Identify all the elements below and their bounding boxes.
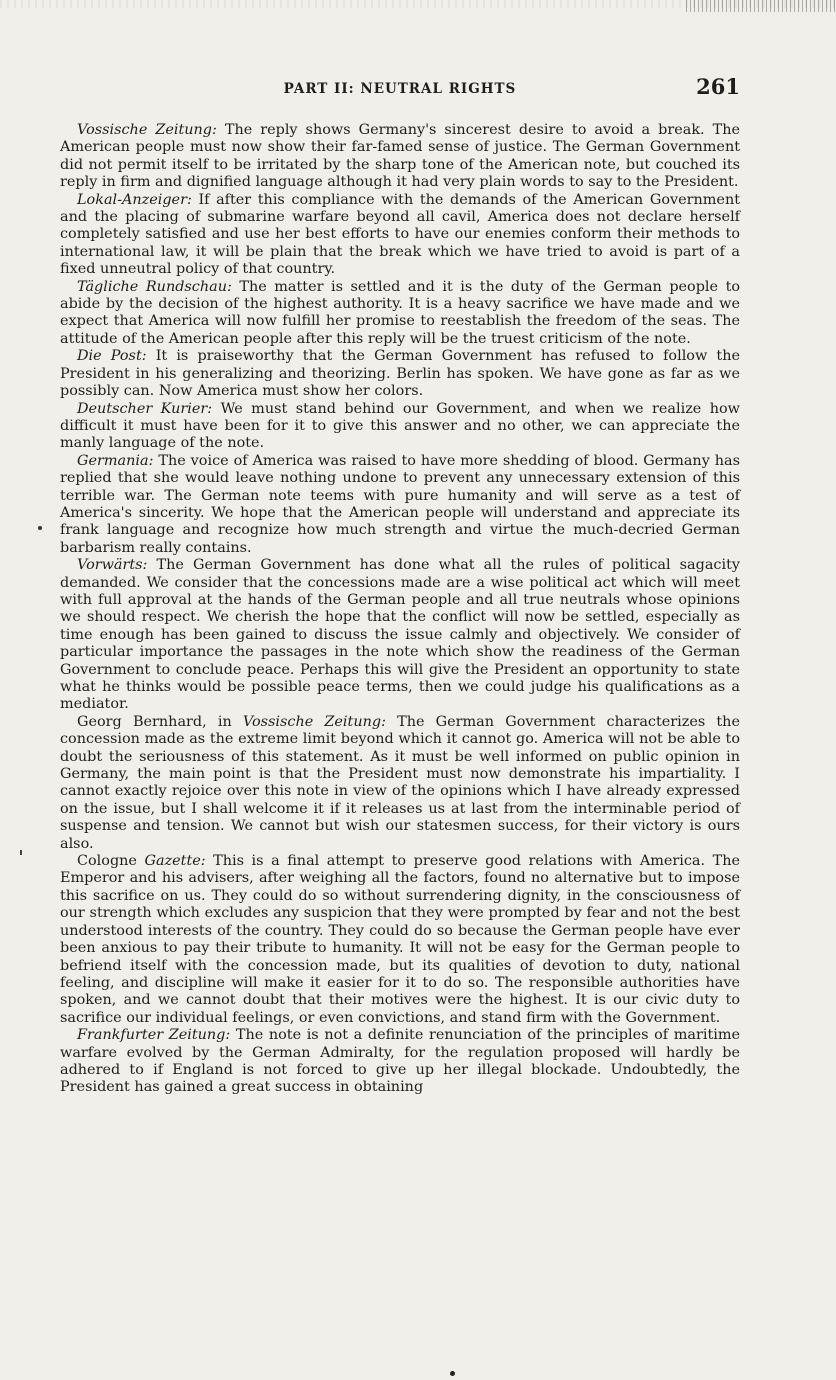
paragraph-lokal-anzeiger: [60, 192, 740, 279]
source-name: Tägliche Rundschau:: [77, 278, 232, 295]
margin-tick-mark: [20, 850, 22, 855]
paragraph-georg-bernhard: [60, 714, 740, 853]
source-name: Germania:: [77, 452, 154, 469]
quote-text: The reply shows Germany's sincerest desire to avoid a break. The American people must now show their far-famed sense of justice. The German Government did not permit itself to be irritated by the sharp tone of the American note, but couched its reply in firm and dignified language although it had very plain words to say to the President.: [60, 122, 740, 191]
paragraph-die-post: [60, 348, 740, 400]
page-number: 261: [696, 74, 740, 99]
source-name: Frankfurter Zeitung:: [77, 1027, 231, 1044]
quote-text: The matter is settled and it is the duty of the German people to abide by the decision of the highest authority. It is a heavy sacrifice we have made and we expect that America will now fulfill her promise to reestablish the freedom of the seas. The attitude of the American people after this reply will be the truest criticism of the note.: [60, 278, 741, 347]
running-header: [60, 74, 740, 104]
source-name: Lokal-Anzeiger:: [77, 191, 192, 208]
paragraph-vorwarts: [60, 557, 740, 714]
quote-text: The German Government has done what all the rules of political sagacity demanded. We consider that the concessions made are a wise political act which will meet with full approval at the hands of the German people and all true neutrals whose opinions we should respect. We cherish the hope that the conflict will now be settled, especially as time enough has been gained to discuss the issue calmly and objectively. We consider of particular importance the passages in the note which show the readiness of the German Government to conclude peace. Perhaps this will give the President an opportunity to state what he thinks would be possible peace terms, then we could judge his qualifications as a mediator.: [60, 557, 740, 713]
source-name: Vossische Zeitung:: [77, 122, 217, 138]
paragraph-cologne-gazette: [60, 853, 740, 1027]
margin-bullet-mark: [38, 526, 42, 530]
source-lead: Cologne: [77, 853, 137, 870]
source-name: Gazette:: [144, 853, 206, 870]
running-title: PART II: NEUTRAL RIGHTS: [283, 81, 517, 97]
paragraph-tagliche-rundschau: [60, 279, 740, 349]
paragraph-deutscher-kurier: [60, 401, 740, 453]
quote-text: It is praiseworthy that the German Government has refused to follow the President in his generalizing and theorizing. Berlin has spoken. We have gone as far as we possibly can. Now America must show her colors.: [60, 348, 740, 400]
scan-corner-noise: [686, 0, 836, 12]
quote-text: This is a final attempt to preserve good relations with America. The Emperor and his advisers, after weighing all the factors, found no alternative but to impose this sacrifice on us. They could do so without surrendering dignity, in the consciousness of our strength which excludes any suspicion that they were prompted by fear and not the best understood interests of the country. They could do so because the German people have ever been anxious to pay their tribute to humanity. It will not be easy for the German people to befriend itself with the concession made, but its qualities of devotion to duty, national feeling, and discipline will make it easier for it to do so. The responsible authorities have spoken, and we cannot doubt that their motives were the highest. It is our civic duty to sacrifice our individual feelings, or even convictions, and stand firm with the Government.: [60, 853, 740, 1026]
quote-text: The note is not a definite renunciation of the principles of maritime warfare evolved by the German Admiralty, for the regulation proposed will hardly be adhered to if England is not forced to give up her illegal blockade. Undoubtedly, the President has gained a great success in obtaining: [60, 1027, 740, 1096]
quote-text: We must stand behind our Government, and when we realize how difficult it must have been for it to give this answer and no other, we can appreciate the manly language of the note.: [60, 400, 741, 452]
source-name: Deutscher Kurier:: [77, 400, 213, 417]
bottom-dot-mark: [450, 1371, 455, 1376]
quote-text: The voice of America was raised to have more shedding of blood. Germany has replied that she would leave nothing undone to prevent any unnecessary extension of this terrible war. The German note teems with pure humanity and will serve as a test of America's sincerity. We hope that the American people will understand and appreciate its frank language and recognize how much strength and virtue the much-decried German barbarism really contains.: [60, 452, 740, 556]
paragraph-germania: [60, 453, 740, 557]
paragraph-vossische-zeitung: [60, 122, 740, 192]
paragraph-frankfurter-zeitung: [60, 1027, 740, 1097]
body-text: [60, 122, 740, 1097]
quote-text: If after this compliance with the demands of the American Government and the placing of submarine warfare beyond all cavil, America does not declare herself completely satisfied and use her best efforts to have our enemies conform their methods to international law, it will be plain that the break which we have tried to avoid is part of a fixed unneutral policy of that country.: [60, 191, 740, 278]
quote-text: The German Government characterizes the concession made as the extreme limit beyond which it cannot go. America will not be able to doubt the seriousness of this statement. As it must be well informed on public opinion in Germany, the main point is that the President must now demonstrate his impartiality. I cannot exactly rejoice over this note in view of the opinions which I have already expressed on the issue, but I shall welcome it if it releases us at last from the interminable period of suspense and tension. We cannot but wish our statesmen success, for their victory is ours also.: [60, 713, 740, 852]
source-name: Vossische Zeitung:: [242, 713, 386, 730]
source-name: Vorwärts:: [77, 557, 148, 574]
source-name: Die Post:: [77, 348, 147, 365]
source-lead: Georg Bernhard, in: [77, 713, 232, 730]
book-page: [60, 74, 740, 1097]
